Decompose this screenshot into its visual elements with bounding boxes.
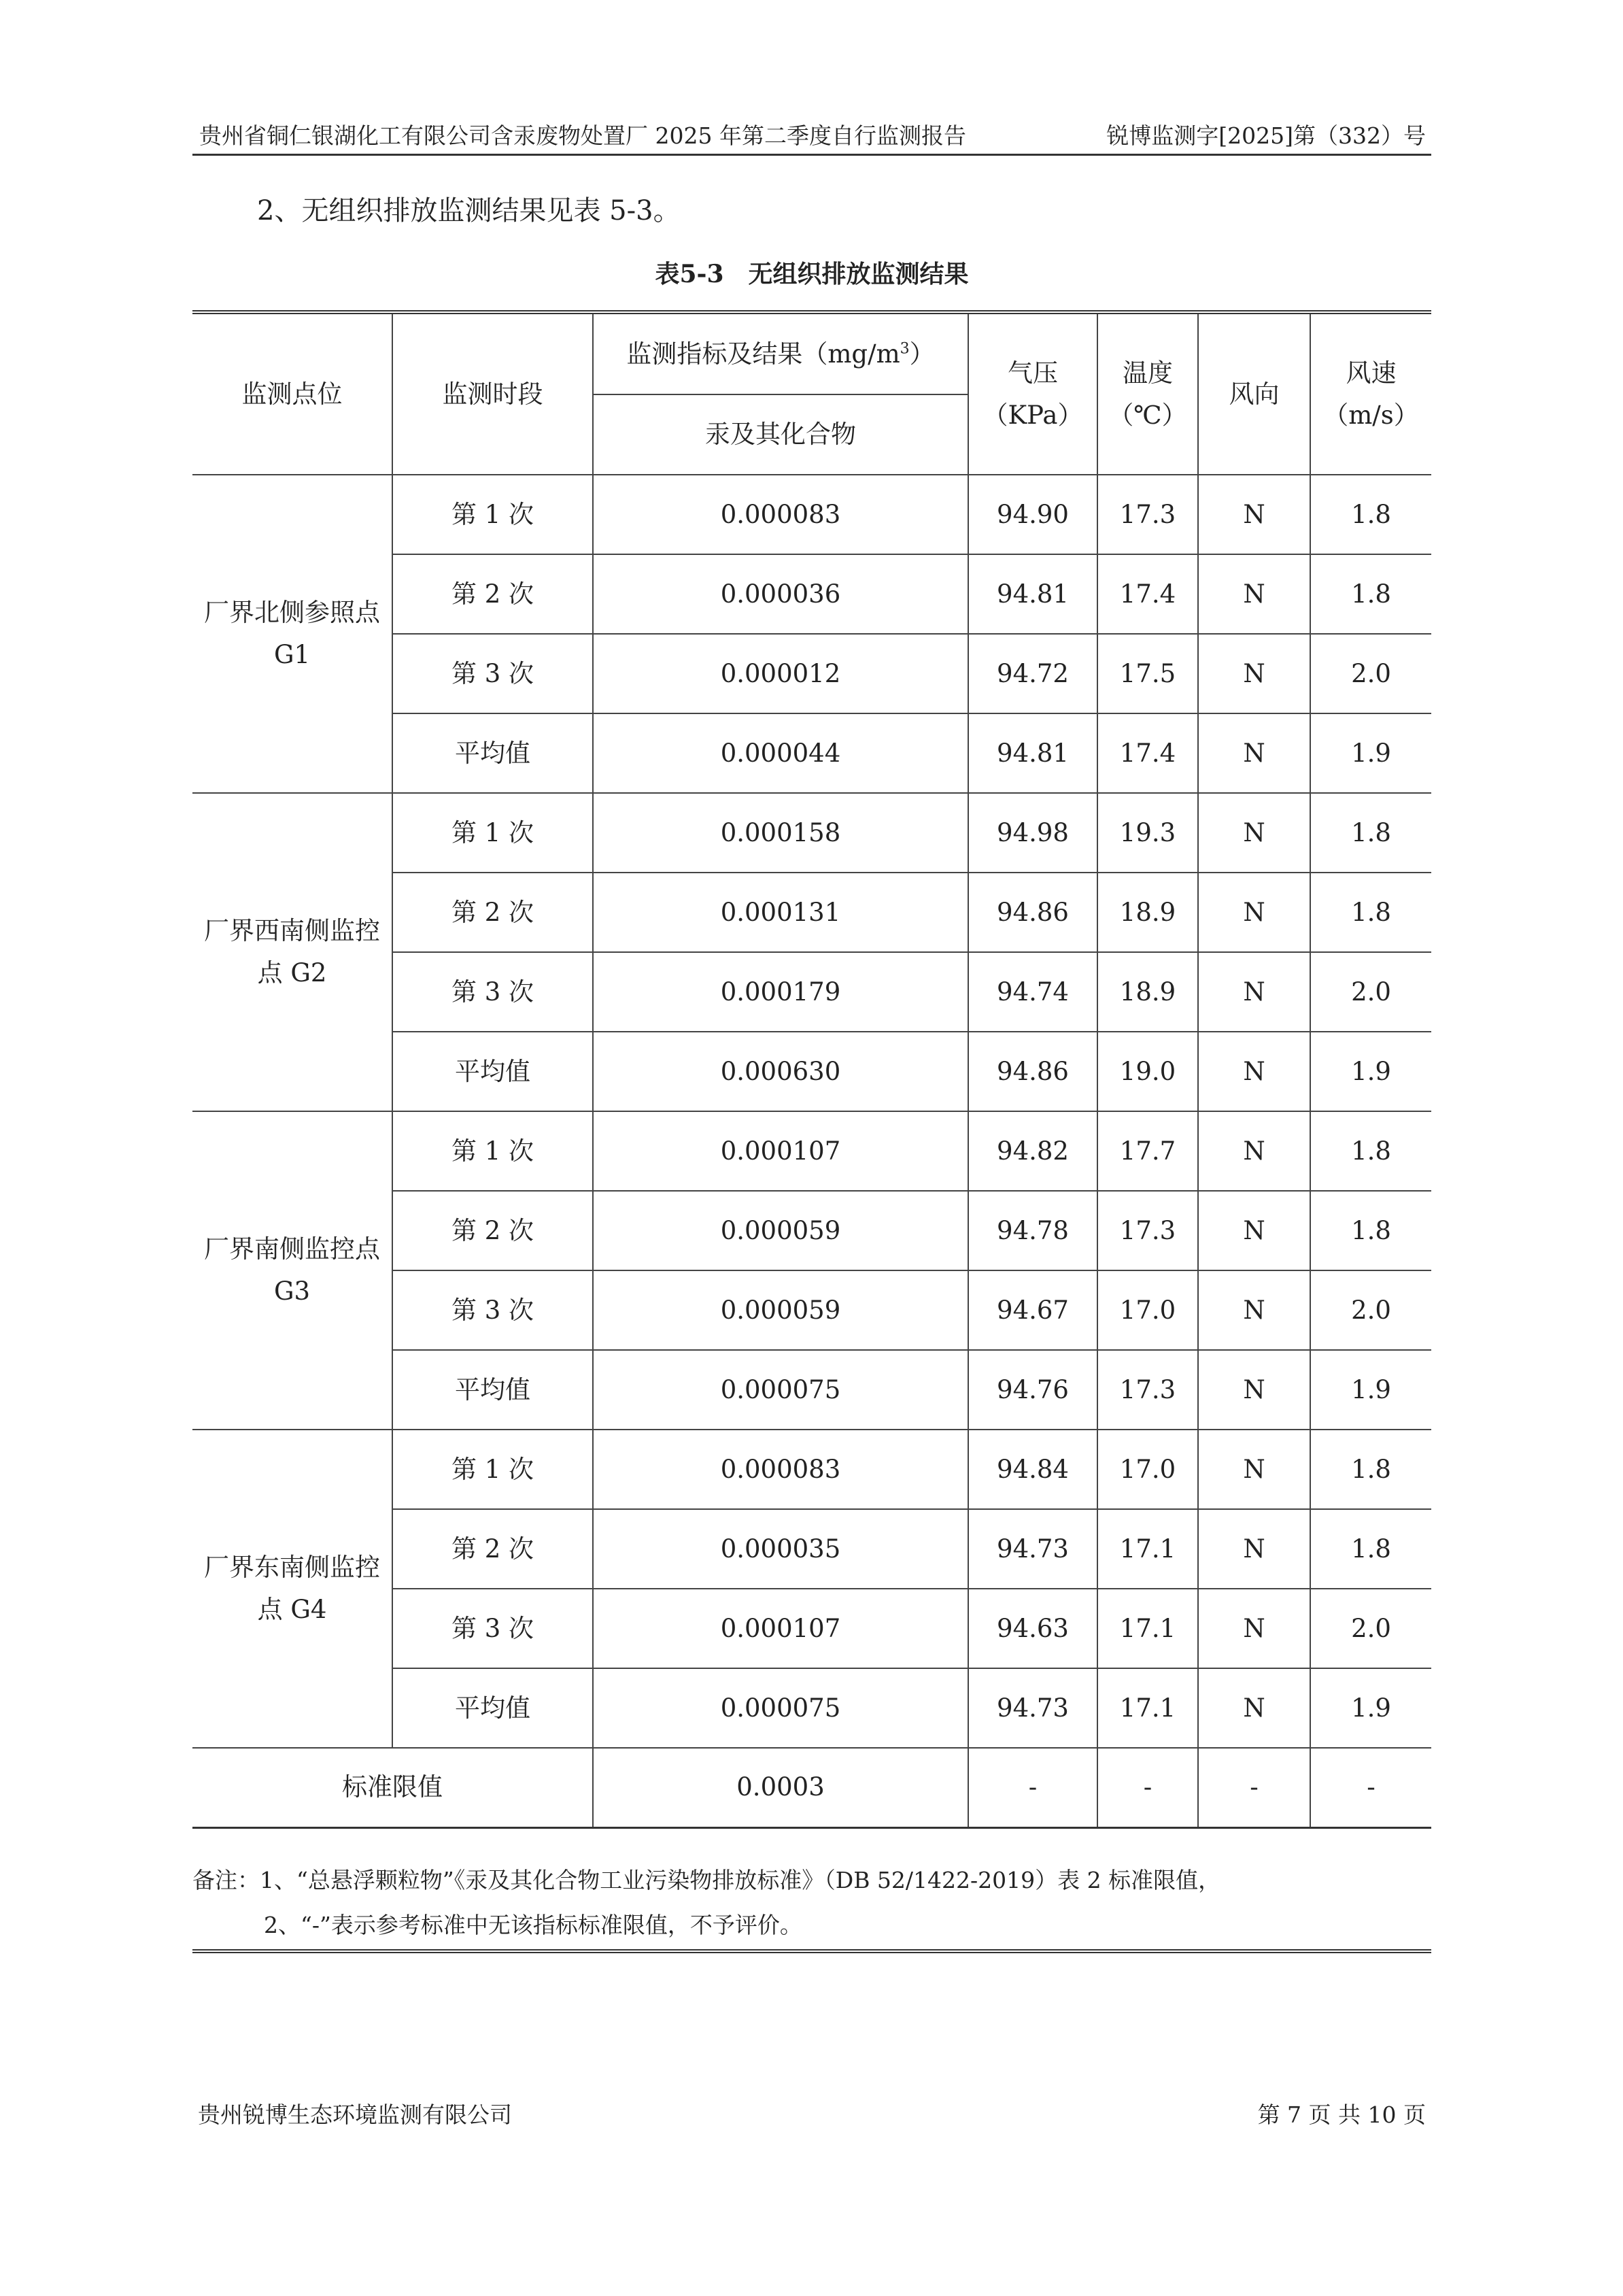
pressure-cell: 94.73 xyxy=(968,1509,1097,1589)
standard-wind-speed-cell: - xyxy=(1310,1748,1431,1827)
table-row xyxy=(192,793,1431,873)
wind-speed-cell: 1.8 xyxy=(1310,1509,1431,1589)
wind-direction-cell: N xyxy=(1198,1668,1310,1748)
wind-speed-cell: 1.8 xyxy=(1310,1430,1431,1509)
wind-direction-cell: N xyxy=(1198,1350,1310,1430)
period-cell: 第 2 次 xyxy=(392,1191,593,1270)
wind-direction-cell: N xyxy=(1198,1111,1310,1191)
mercury-cell: 0.000075 xyxy=(593,1668,968,1748)
temperature-cell: 19.3 xyxy=(1097,793,1198,873)
table-row xyxy=(192,475,1431,554)
mercury-cell: 0.000012 xyxy=(593,634,968,713)
period-cell: 平均值 xyxy=(392,1350,593,1430)
wind-direction-cell: N xyxy=(1198,1032,1310,1111)
wind-direction-cell: N xyxy=(1198,554,1310,634)
mercury-cell: 0.000075 xyxy=(593,1350,968,1430)
wind-direction-cell: N xyxy=(1198,873,1310,952)
temperature-cell: 17.5 xyxy=(1097,634,1198,713)
page-number: 第 7 页 共 10 页 xyxy=(1257,2101,1426,2128)
period-cell: 第 2 次 xyxy=(392,1509,593,1589)
pressure-cell: 94.82 xyxy=(968,1111,1097,1191)
report-title: 贵州省铜仁银湖化工有限公司含汞废物处置厂 2025 年第二季度自行监测报告 xyxy=(199,122,966,149)
temperature-cell: 18.9 xyxy=(1097,873,1198,952)
wind-direction-cell: N xyxy=(1198,1191,1310,1270)
temperature-cell: 17.0 xyxy=(1097,1430,1198,1509)
mercury-cell: 0.000059 xyxy=(593,1191,968,1270)
wind-speed-cell: 2.0 xyxy=(1310,1589,1431,1668)
wind-speed-cell: 1.9 xyxy=(1310,1032,1431,1111)
wind-direction-cell: N xyxy=(1198,1270,1310,1350)
wind-direction-cell: N xyxy=(1198,1430,1310,1509)
period-cell: 第 3 次 xyxy=(392,1270,593,1350)
temperature-cell: 18.9 xyxy=(1097,952,1198,1032)
mercury-cell: 0.000083 xyxy=(593,1430,968,1509)
period-cell: 平均值 xyxy=(392,1032,593,1111)
standard-pressure-cell: - xyxy=(968,1748,1097,1827)
standard-wind-direction-cell: - xyxy=(1198,1748,1310,1827)
wind-direction-cell: N xyxy=(1198,1509,1310,1589)
note-2: 2、“-”表示参考标准中无该指标标准限值，不予评价。 xyxy=(264,1912,802,1938)
monitoring-results-table xyxy=(192,314,1431,1829)
temperature-cell: 17.1 xyxy=(1097,1509,1198,1589)
wind-speed-cell: 2.0 xyxy=(1310,952,1431,1032)
wind-speed-cell: 1.9 xyxy=(1310,1350,1431,1430)
period-cell: 第 1 次 xyxy=(392,1430,593,1509)
standard-mercury-cell: 0.0003 xyxy=(593,1748,968,1827)
pressure-cell: 94.84 xyxy=(968,1430,1097,1509)
mercury-cell: 0.000035 xyxy=(593,1509,968,1589)
temperature-cell: 17.0 xyxy=(1097,1270,1198,1350)
mercury-cell: 0.000036 xyxy=(593,554,968,634)
period-cell: 第 2 次 xyxy=(392,873,593,952)
table-row xyxy=(192,1430,1431,1509)
temperature-cell: 17.4 xyxy=(1097,554,1198,634)
standard-temperature-cell: - xyxy=(1097,1748,1198,1827)
mercury-cell: 0.000131 xyxy=(593,873,968,952)
wind-speed-cell: 1.8 xyxy=(1310,873,1431,952)
wind-direction-cell: N xyxy=(1198,634,1310,713)
pressure-cell: 94.67 xyxy=(968,1270,1097,1350)
header-wind-direction: 风向 xyxy=(1198,314,1310,475)
pressure-cell: 94.98 xyxy=(968,793,1097,873)
table-notes xyxy=(192,1858,1431,1948)
wind-speed-cell: 2.0 xyxy=(1310,634,1431,713)
period-cell: 第 2 次 xyxy=(392,554,593,634)
pressure-cell: 94.86 xyxy=(968,1032,1097,1111)
wind-speed-cell: 1.8 xyxy=(1310,1191,1431,1270)
pressure-cell: 94.72 xyxy=(968,634,1097,713)
mercury-cell: 0.000083 xyxy=(593,475,968,554)
pressure-cell: 94.78 xyxy=(968,1191,1097,1270)
pressure-cell: 94.81 xyxy=(968,713,1097,793)
temperature-cell: 17.3 xyxy=(1097,475,1198,554)
pressure-cell: 94.73 xyxy=(968,1668,1097,1748)
period-cell: 第 3 次 xyxy=(392,1589,593,1668)
temperature-cell: 17.4 xyxy=(1097,713,1198,793)
temperature-cell: 17.3 xyxy=(1097,1350,1198,1430)
wind-direction-cell: N xyxy=(1198,1589,1310,1668)
note-1: 备注：1、“总悬浮颗粒物”《汞及其化合物工业污染物排放标准》（DB 52/1422-2019）表 2 标准限值， xyxy=(192,1867,1221,1893)
standard-label-cell: 标准限值 xyxy=(192,1748,593,1827)
wind-speed-cell: 1.8 xyxy=(1310,1111,1431,1191)
mercury-cell: 0.000630 xyxy=(593,1032,968,1111)
header-temperature: 温度（℃） xyxy=(1097,314,1198,475)
table-caption: 表5-3 无组织排放监测结果 xyxy=(655,260,969,288)
period-cell: 第 3 次 xyxy=(392,952,593,1032)
point-cell: 厂界西南侧监控点 G2 xyxy=(192,793,392,1111)
point-cell: 厂界东南侧监控点 G4 xyxy=(192,1430,392,1748)
period-cell: 平均值 xyxy=(392,1668,593,1748)
wind-speed-cell: 1.8 xyxy=(1310,793,1431,873)
pressure-cell: 94.90 xyxy=(968,475,1097,554)
mercury-cell: 0.000107 xyxy=(593,1111,968,1191)
period-cell: 第 1 次 xyxy=(392,475,593,554)
wind-direction-cell: N xyxy=(1198,952,1310,1032)
wind-direction-cell: N xyxy=(1198,475,1310,554)
page-header xyxy=(192,118,1431,156)
pressure-cell: 94.63 xyxy=(968,1589,1097,1668)
mercury-cell: 0.000044 xyxy=(593,713,968,793)
table-row xyxy=(192,1111,1431,1191)
header-period: 监测时段 xyxy=(392,314,593,475)
wind-direction-cell: N xyxy=(1198,713,1310,793)
intro-paragraph: 2、无组织排放监测结果见表 5-3。 xyxy=(257,195,681,226)
pressure-cell: 94.81 xyxy=(968,554,1097,634)
table-bottom-rule xyxy=(192,1949,1431,1953)
header-result: 监测指标及结果$(mg/m^3)$ xyxy=(593,314,968,394)
wind-speed-cell: 1.9 xyxy=(1310,1668,1431,1748)
mercury-cell: 0.000158 xyxy=(593,793,968,873)
standard-limit-row xyxy=(192,1748,1431,1827)
point-cell: 厂界南侧监控点 G3 xyxy=(192,1111,392,1430)
company-name: 贵州锐博生态环境监测有限公司 xyxy=(198,2101,512,2128)
period-cell: 平均值 xyxy=(392,713,593,793)
wind-speed-cell: 1.8 xyxy=(1310,475,1431,554)
pressure-cell: 94.76 xyxy=(968,1350,1097,1430)
mercury-cell: 0.000179 xyxy=(593,952,968,1032)
header-wind-speed: 风速（m/s） xyxy=(1310,314,1431,475)
temperature-cell: 17.1 xyxy=(1097,1668,1198,1748)
header-mercury: 汞及其化合物 xyxy=(593,394,968,475)
period-cell: 第 1 次 xyxy=(392,1111,593,1191)
report-number: 锐博监测字[2025]第（332）号 xyxy=(1106,122,1426,149)
wind-speed-cell: 2.0 xyxy=(1310,1270,1431,1350)
wind-speed-cell: 1.8 xyxy=(1310,554,1431,634)
wind-speed-cell: 1.9 xyxy=(1310,713,1431,793)
mercury-cell: 0.000059 xyxy=(593,1270,968,1350)
period-cell: 第 1 次 xyxy=(392,793,593,873)
pressure-cell: 94.74 xyxy=(968,952,1097,1032)
header-point: 监测点位 xyxy=(192,314,392,475)
temperature-cell: 19.0 xyxy=(1097,1032,1198,1111)
pressure-cell: 94.86 xyxy=(968,873,1097,952)
mercury-cell: 0.000107 xyxy=(593,1589,968,1668)
header-pressure: 气压（KPa） xyxy=(968,314,1097,475)
temperature-cell: 17.3 xyxy=(1097,1191,1198,1270)
temperature-cell: 17.7 xyxy=(1097,1111,1198,1191)
temperature-cell: 17.1 xyxy=(1097,1589,1198,1668)
wind-direction-cell: N xyxy=(1198,793,1310,873)
period-cell: 第 3 次 xyxy=(392,634,593,713)
point-cell: 厂界北侧参照点 G1 xyxy=(192,475,392,793)
